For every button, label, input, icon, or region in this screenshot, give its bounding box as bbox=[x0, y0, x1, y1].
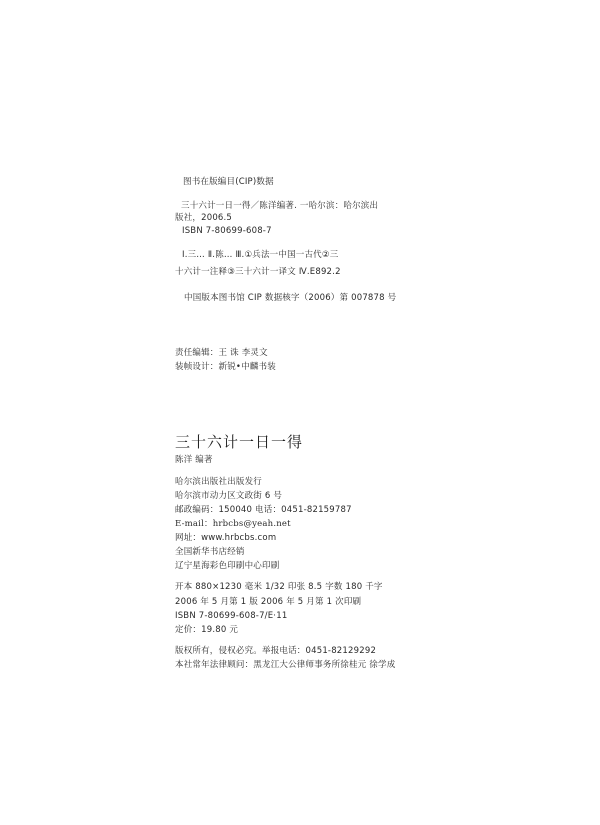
publisher-name: 哈尔滨出版社出版发行 bbox=[175, 477, 263, 487]
isbn-full: ISBN 7-80699-608-7/E·11 bbox=[175, 611, 288, 621]
edition-info: 2006 年 5 月第 1 版 2006 年 5 月第 1 次印刷 bbox=[175, 597, 362, 607]
design-credit: 装帧设计：新锐•中麟书装 bbox=[175, 362, 276, 372]
format-spec: 开本 880×1230 毫米 1/32 印张 8.5 字数 180 千字 bbox=[175, 582, 383, 592]
publisher-website: 网址：www.hrbcbs.com bbox=[175, 533, 277, 543]
book-title: 三十六计一日一得 bbox=[175, 433, 304, 451]
cip-record-number: 中国版本图书馆 CIP 数据核字（2006）第 007878 号 bbox=[184, 293, 397, 303]
printer-info: 辽宁星海彩色印刷中心印刷 bbox=[175, 561, 280, 571]
cip-isbn: ISBN 7-80699-608-7 bbox=[182, 226, 272, 236]
cip-classification: 十六计一注释③三十六计一译文 Ⅳ.E892.2 bbox=[175, 267, 341, 277]
publisher-postcode-phone: 邮政编码：150040 电话：0451-82159787 bbox=[175, 505, 352, 515]
book-author: 陈洋 编著 bbox=[175, 455, 213, 465]
cip-entry-line: 版社，2006.5 bbox=[175, 213, 233, 223]
cip-entry-line: 三十六计一日一得／陈洋编著. 一哈尔滨：哈尔滨出 bbox=[181, 201, 379, 211]
price: 定价：19.80 元 bbox=[175, 625, 239, 635]
legal-counsel: 本社常年法律顾问：黑龙江大公律师事务所徐桂元 徐学成 bbox=[175, 660, 396, 670]
cip-heading: 图书在版编目(CIP)数据 bbox=[183, 177, 274, 187]
rights-notice: 版权所有，侵权必究。举报电话：0451-82129292 bbox=[175, 646, 377, 656]
distribution-info: 全国新华书店经销 bbox=[175, 547, 245, 557]
publisher-email: E-mail：hrbcbs@yeah.net bbox=[175, 519, 291, 529]
cip-classification: Ⅰ.三… Ⅱ.陈… Ⅲ.①兵法一中国一古代②三 bbox=[182, 250, 339, 260]
publisher-address: 哈尔滨市动力区文政街 6 号 bbox=[175, 491, 283, 501]
editor-credit: 责任编辑：王 诛 李灵文 bbox=[175, 348, 268, 358]
